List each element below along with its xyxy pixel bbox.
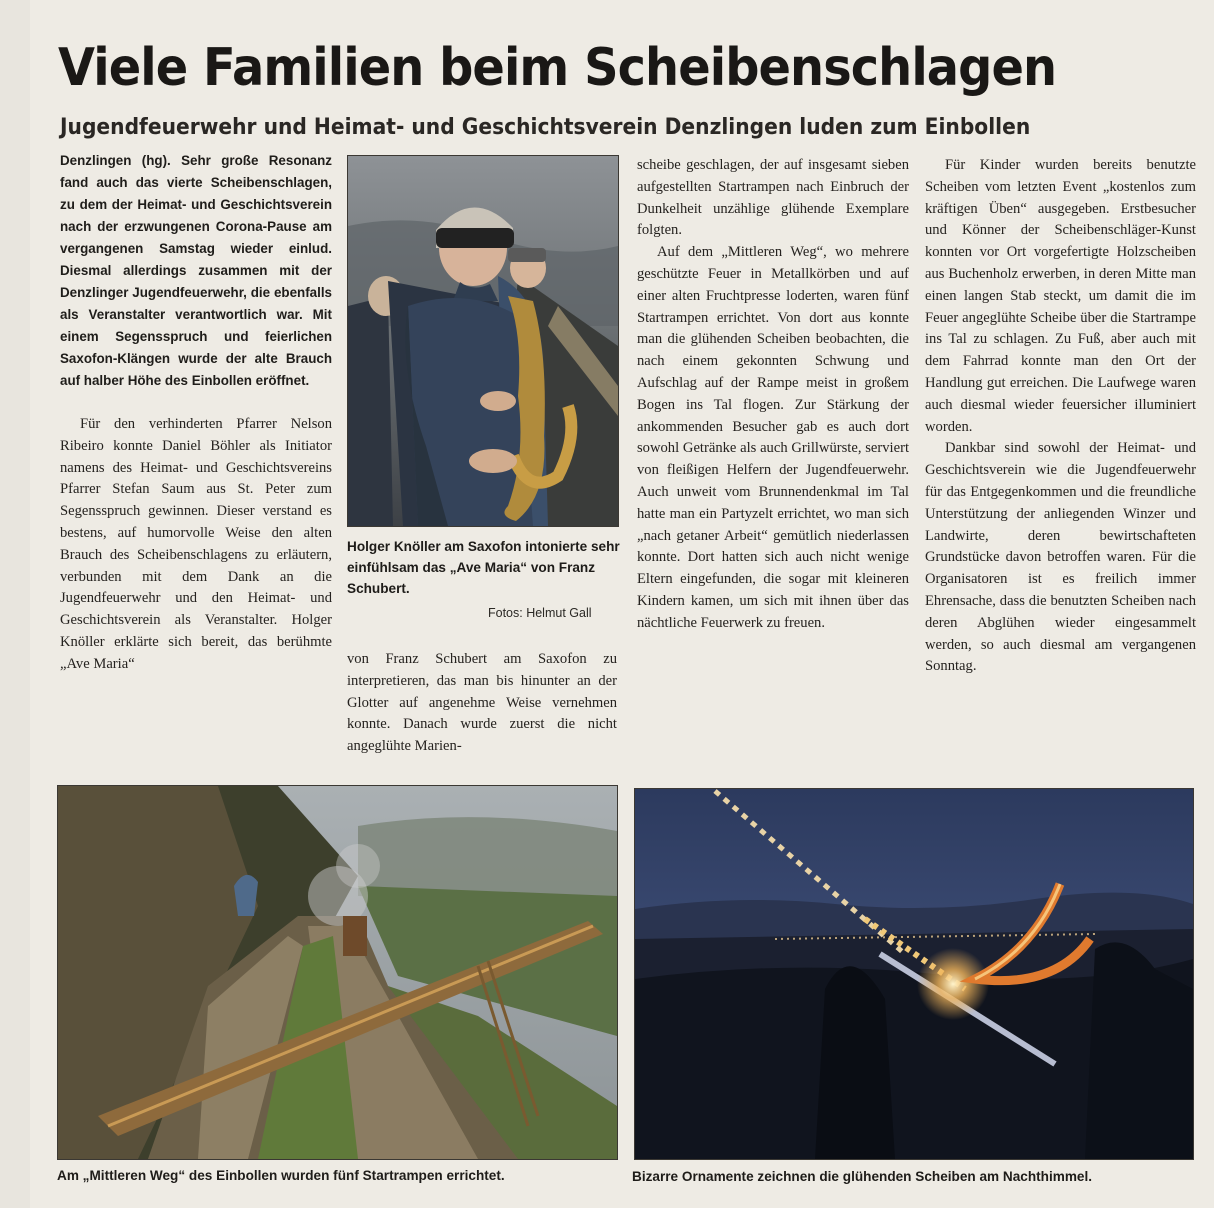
article-lead: Denzlingen (hg). Sehr große Resonanz fand auch das vierte Scheibenschlagen, zu dem der Heimat- und Geschichtsverein nach der erzwungenen Corona-Pause am vergangenen Samstag wieder einlud. Diesmal allerdings zusammen mit der Denzlinger Jugendfeuerwehr, die ebenfalls als Veranstalter verantwortlich war. Mit einem Segensspruch und feierlichen Saxofon-Klängen wurde der alte Brauch auf halber Höhe des Einbollen eröffnet. — [60, 153, 332, 388]
night-discs-photo — [634, 788, 1194, 1160]
text-column-3 — [637, 155, 909, 635]
night-caption: Bizarre Ornamente zeichnen die glühenden Scheiben am Nachthimmel. — [632, 1169, 1093, 1184]
text-column-1 — [60, 150, 332, 676]
body-paragraph: scheibe geschlagen, der auf insgesamt sieben aufgestellten Startrampen nach Einbruch der Dunkelheit unzählige glühende Exemplare folgten. — [637, 157, 909, 239]
path-caption: Am „Mittleren Weg“ des Einbollen wurden fünf Startrampen errichtet. — [57, 1168, 505, 1183]
body-paragraph: Dankbar sind sowohl der Heimat- und Geschichtsverein wie die Jugendfeuerwehr für das Entgegenkommen und die freundliche Unterstützung der anliegenden Winzer und Landwirte, deren bewirtschafteten Grundstücke davon betroffen waren. Für die Organisatoren ist es freilich immer Ehrensache, dass die benutzten Scheiben nach deren Abglühen wieder eingesammelt werden, so auch diesmal am vergangenen Sonntag. — [925, 440, 1196, 675]
saxophone-photo — [347, 155, 619, 527]
article-headline: Viele Familien beim Scheibenschlagen — [58, 38, 1057, 98]
body-paragraph: von Franz Schubert am Saxofon zu interpretieren, das man bis hinunter an der Glotter auf angenehme Weise vernehmen konnte. Danach wurde zuerst die nicht angeglühte Marien- — [347, 651, 617, 755]
text-column-4 — [925, 155, 1196, 678]
saxophone-caption: Holger Knöller am Saxofon intonierte sehr einfühlsam das „Ave Maria“ von Franz Schubert. — [347, 539, 620, 596]
text-column-2 — [347, 649, 617, 758]
path-ramp-photo — [57, 785, 618, 1160]
body-paragraph: Für den verhinderten Pfarrer Nelson Ribeiro konnte Daniel Böhler als Initiator namens des Heimat- und Geschichtsvereins Pfarrer Stefan Saum aus St. Peter zum Segensspruch gewinnen. Dieser verstand es bestens, auf humorvolle Weise den alten Brauch des Scheibenschlagens zu erläutern, verbunden mit dem Dank an die Jugendfeuerwehr und den Heimat- und Geschichtsverein als Veranstalter. Holger Knöller erklärte sich bereit, das berühmte „Ave Maria“ — [60, 416, 332, 672]
paper-margin — [0, 0, 30, 1208]
body-paragraph: Für Kinder wurden bereits benutzte Scheiben vom letzten Event „kostenlos zum kräftigen Üben“ ausgegeben. Erstbesucher und Könner der Scheibenschläger-Kunst konnten vor Ort vorgefertigte Holzscheiben aus Buchenholz erwerben, in deren Mitte man einen langen Stab steckt, um damit die im Feuer angeglühte Scheibe über die Startrampe ins Tal zu schlagen. Zu Fuß, aber auch mit dem Fahrrad konnte man den Ort der Handlung gut erreichen. Die Laufwege waren auch diesmal wieder feuersicher illuminiert worden. — [925, 157, 1196, 435]
body-paragraph: Auf dem „Mittleren Weg“, wo mehrere geschützte Feuer in Metallkörben und auf einer alten Fruchtpresse loderten, waren fünf Startrampen errichtet. Von dort aus konnte man die glühenden Scheiben beobachten, die nach einem gekonnten Schwung und Aufschlag auf der Rampe meist in großem Bogen ins Tal flogen. Zur Stärkung der ankommenden Besucher gab es auch dort sowohl Getränke als auch Grillwürste, serviert von fleißigen Helfern der Jugendfeuerwehr. Auch unweit vom Brunnendenkmal im Tal hatte man ein Partyzelt errichtet, wo man sich „nach getaner Arbeit“ gemütlich niederlassen konnte. Dort hatten sich auch nicht wenige Eltern eingefunden, die sogar mit kleineren Kindern kamen, um sich mit ihnen über das nächtliche Feuerwerk zu freuen. — [637, 244, 909, 631]
article-subheadline: Jugendfeuerwehr und Heimat- und Geschichtsverein Denzlingen luden zum Einbollen — [60, 115, 1031, 140]
photo-credit: Fotos: Helmut Gall — [488, 606, 592, 620]
